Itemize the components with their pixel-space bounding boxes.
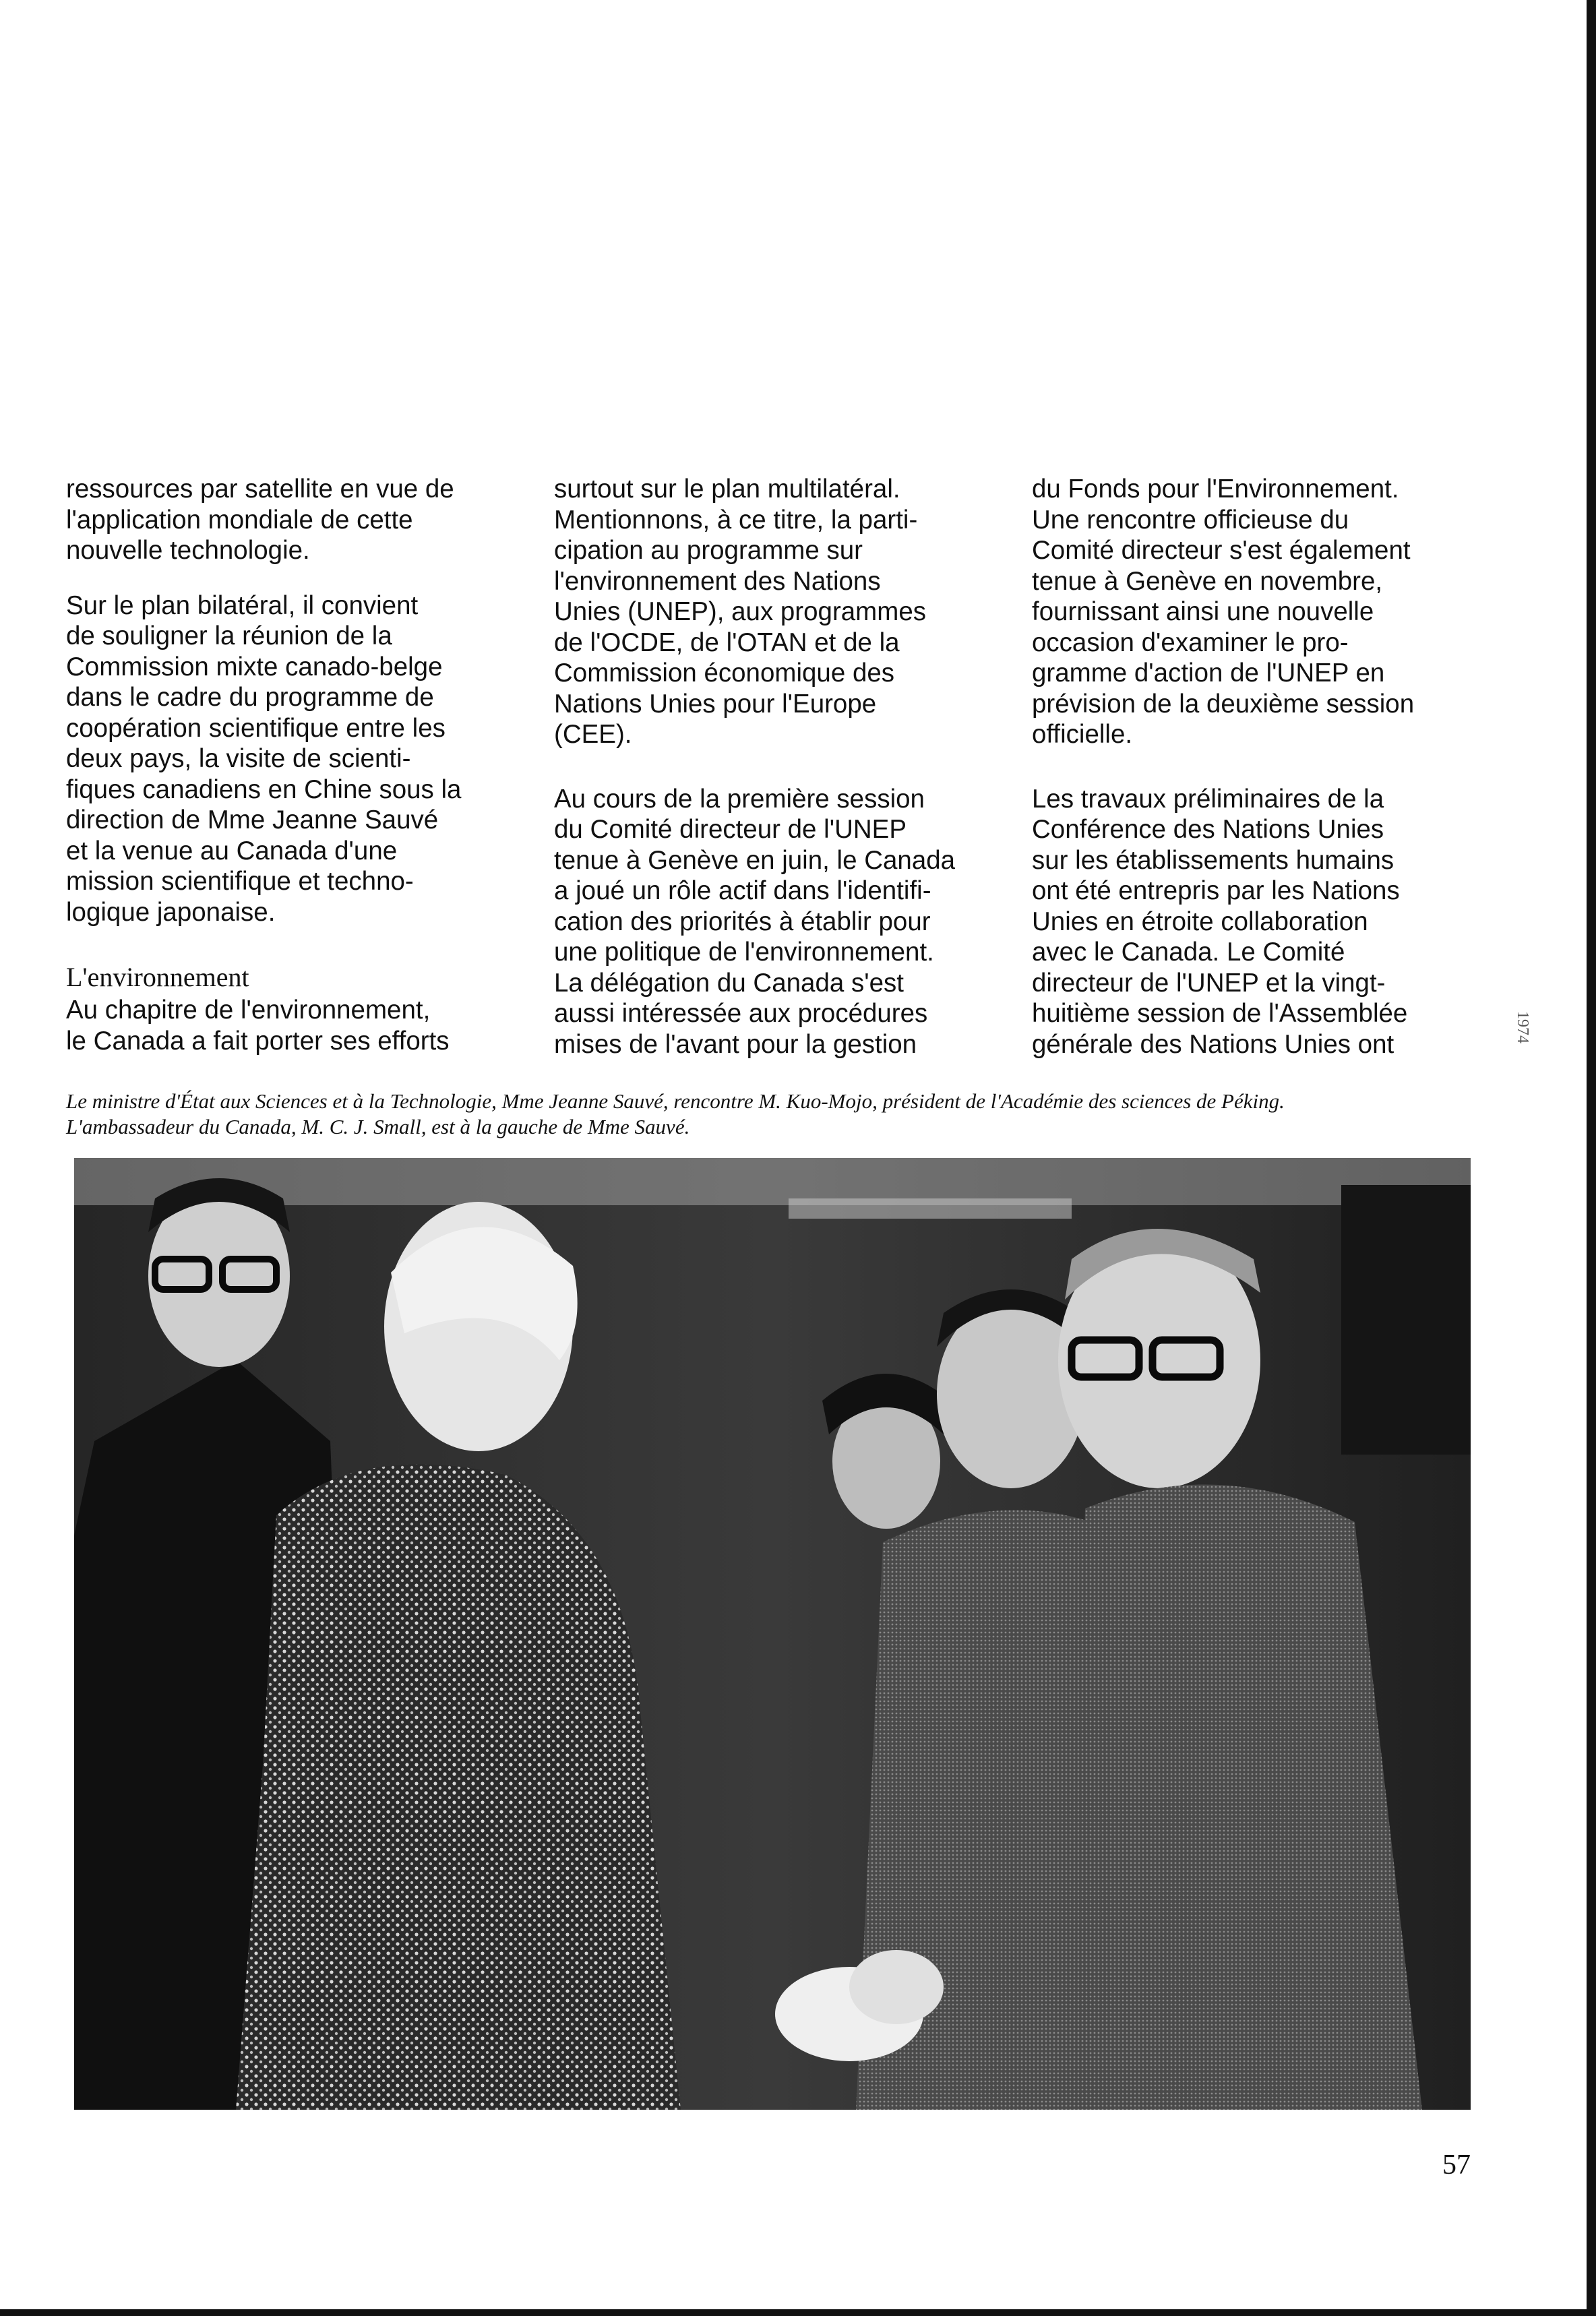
text-line: Au chapitre de l'environnement,: [66, 996, 431, 1025]
text-line: tenue à Genève en novembre,: [1032, 566, 1383, 596]
text-line: Commission économique des: [554, 659, 895, 688]
text-line: (CEE).: [554, 720, 632, 749]
page-edge: [1587, 0, 1596, 2316]
paragraph: [554, 784, 985, 1060]
photo-caption: [66, 1089, 1535, 1140]
text-line: nouvelle technologie.: [66, 536, 310, 565]
text-line: gramme d'action de l'UNEP en: [1032, 659, 1385, 688]
page-number: 57: [1442, 2150, 1471, 2181]
text-line: logique japonaise.: [66, 897, 276, 927]
text-column-3: [1032, 474, 1463, 1060]
text-line: fournissant ainsi une nouvelle: [1032, 597, 1374, 626]
text-line: occasion d'examiner le pro-: [1032, 628, 1349, 657]
text-line: de souligner la réunion de la: [66, 621, 392, 650]
text-line: sur les établissements humains: [1032, 845, 1394, 875]
text-line: La délégation du Canada s'est: [554, 968, 904, 998]
text-line: avec le Canada. Le Comité: [1032, 938, 1345, 967]
text-line: aussi intéressée aux procédures: [554, 999, 928, 1028]
paragraph: [66, 961, 497, 1056]
paragraph: [554, 474, 985, 750]
text-line: cipation au programme sur: [554, 536, 863, 565]
caption-line: L'ambassadeur du Canada, M. C. J. Small, est à la gauche de Mme Sauvé.: [66, 1115, 690, 1138]
text-line: mises de l'avant pour la gestion: [554, 1029, 917, 1059]
text-line: du Comité directeur de l'UNEP: [554, 815, 907, 844]
text-line: Conférence des Nations Unies: [1032, 815, 1384, 844]
text-line: Les travaux préliminaires de la: [1032, 784, 1384, 814]
text-line: du Fonds pour l'Environnement.: [1032, 475, 1399, 504]
caption-line: Le ministre d'État aux Sciences et à la Technologie, Mme Jeanne Sauvé, rencontre M. Kuo-Mojo, président de l'Académie des sciences de Péking.: [66, 1089, 1285, 1113]
text-line: surtout sur le plan multilatéral.: [554, 475, 900, 504]
text-line: a joué un rôle actif dans l'identifi-: [554, 876, 931, 905]
paragraph: [66, 474, 497, 566]
text-line: Au cours de la première session: [554, 784, 925, 814]
text-line: l'application mondiale de cette: [66, 505, 413, 535]
text-line: générale des Nations Unies ont: [1032, 1029, 1394, 1059]
text-line: tenue à Genève en juin, le Canada: [554, 845, 956, 875]
text-line: prévision de la deuxième session: [1032, 689, 1415, 719]
text-line: officielle.: [1032, 720, 1133, 749]
text-line: Sur le plan bilatéral, il convient: [66, 590, 419, 620]
text-line: Comité directeur s'est également: [1032, 536, 1411, 565]
text-line: huitième session de l'Assemblée: [1032, 999, 1408, 1028]
text-column-2: [554, 474, 985, 1060]
text-line: cation des priorités à établir pour: [554, 907, 931, 936]
handshake-photo: [74, 1158, 1471, 2110]
paragraph: [1032, 474, 1463, 750]
text-line: Unies (UNEP), aux programmes: [554, 597, 926, 626]
text-line: fiques canadiens en Chine sous la: [66, 774, 462, 804]
text-line: coopération scientifique entre les: [66, 713, 446, 743]
text-line: Nations Unies pour l'Europe: [554, 689, 877, 719]
page-edge: [0, 2309, 1596, 2316]
text-line: Commission mixte canado-belge: [66, 652, 443, 681]
text-line: deux pays, la visite de scienti-: [66, 744, 411, 773]
photo-illustration: [74, 1158, 1471, 2110]
text-line: dans le cadre du programme de: [66, 683, 434, 712]
text-line: Une rencontre officieuse du: [1032, 505, 1349, 535]
text-column-1: [66, 474, 497, 1056]
text-line: mission scientifique et techno-: [66, 867, 414, 896]
text-line: l'environnement des Nations: [554, 566, 881, 596]
section-heading: L'environnement: [66, 962, 249, 992]
text-line: directeur de l'UNEP et la vingt-: [1032, 968, 1386, 998]
text-line: et la venue au Canada d'une: [66, 836, 398, 865]
text-line: ressources par satellite en vue de: [66, 475, 454, 504]
text-line: ont été entrepris par les Nations: [1032, 876, 1400, 905]
paragraph: [66, 590, 497, 928]
paragraph: [1032, 784, 1463, 1060]
text-line: le Canada a fait porter ses efforts: [66, 1026, 450, 1056]
text-line: une politique de l'environnement.: [554, 938, 934, 967]
text-line: Unies en étroite collaboration: [1032, 907, 1368, 936]
margin-text: 1974: [1514, 1011, 1531, 1043]
text-line: Mentionnons, à ce titre, la parti-: [554, 505, 918, 535]
text-line: de l'OCDE, de l'OTAN et de la: [554, 628, 900, 657]
text-line: direction de Mme Jeanne Sauvé: [66, 805, 439, 834]
